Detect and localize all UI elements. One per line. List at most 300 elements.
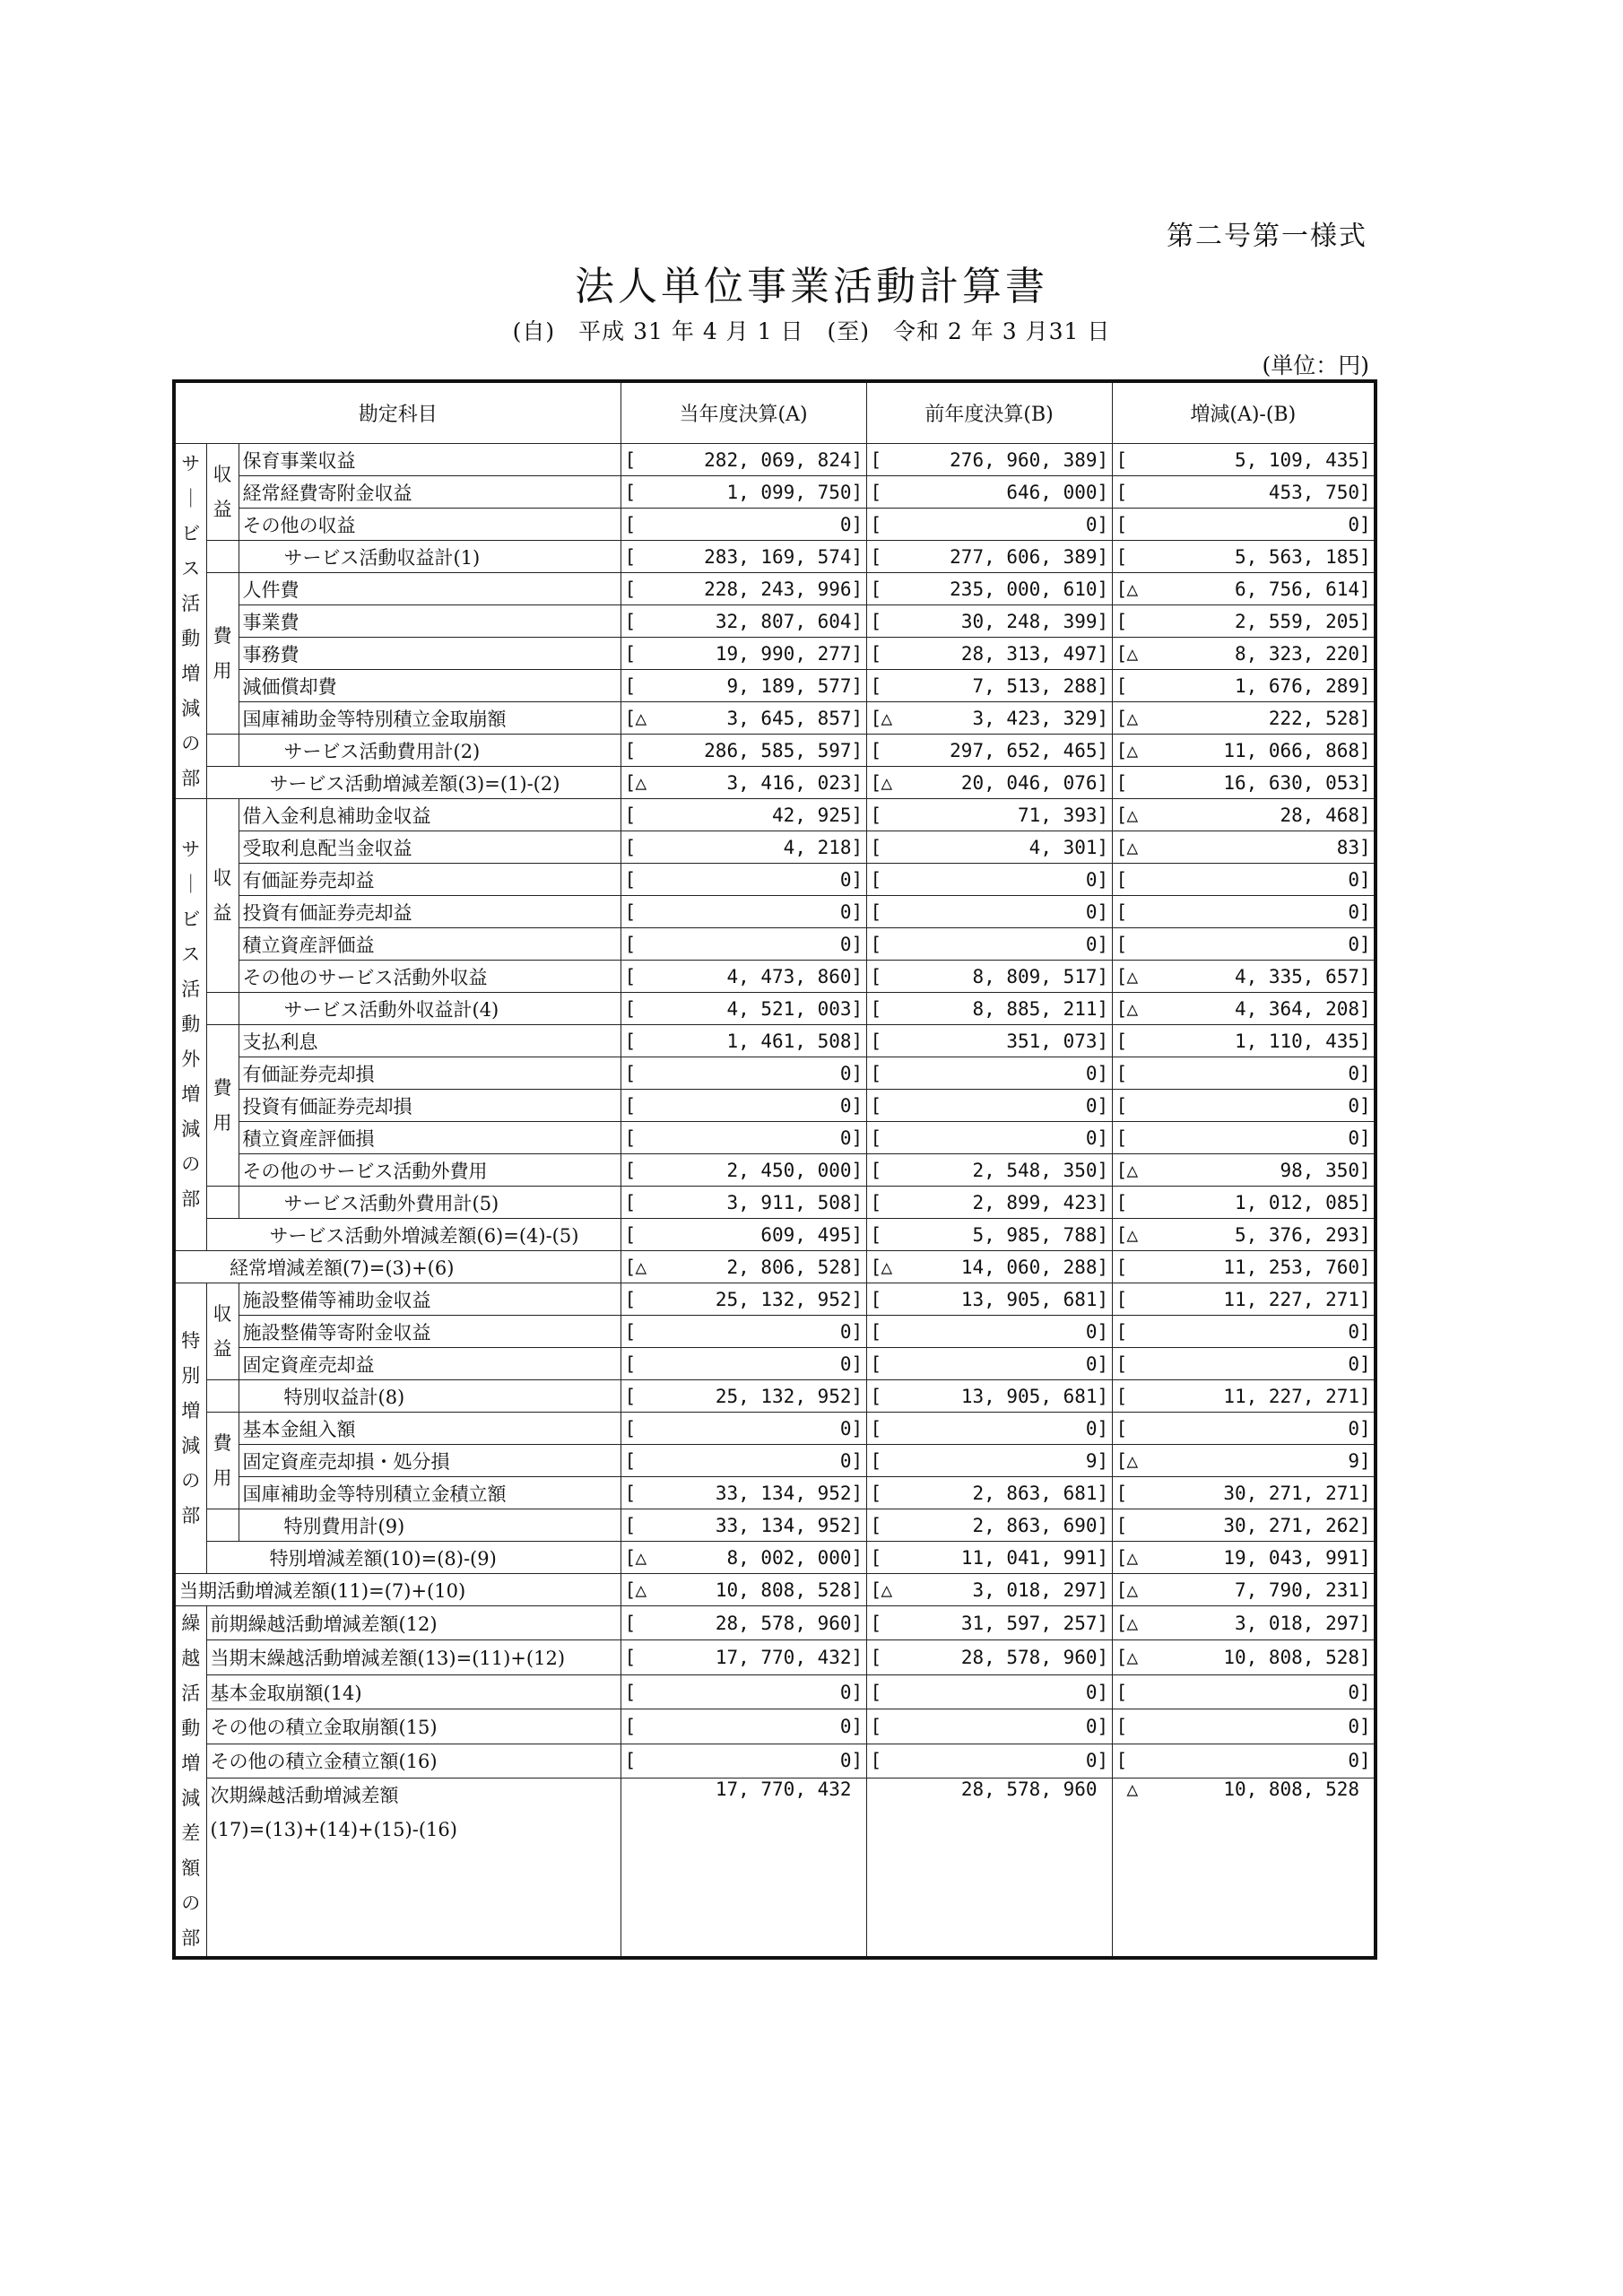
diff-value: [ 0 ] xyxy=(1112,509,1376,541)
previous-value: [ 0 ] xyxy=(866,928,1112,961)
diff-value: [ 16, 630, 053 ] xyxy=(1112,767,1376,799)
amount: 277, 606, 389 xyxy=(950,545,1098,568)
current-value: [ 4, 521, 003 ] xyxy=(621,993,866,1025)
amount: 4, 521, 003 xyxy=(726,997,852,1020)
current-value: [ 0 ] xyxy=(621,1674,866,1709)
previous-value: [ 235, 000, 610 ] xyxy=(866,573,1112,605)
amount: 0 xyxy=(839,933,852,955)
amount: 609, 495 xyxy=(760,1223,852,1246)
amount: 7, 513, 288 xyxy=(972,674,1098,697)
current-value: [ 0 ] xyxy=(621,1090,866,1122)
previous-value: [ 0 ] xyxy=(866,1122,1112,1154)
amount: 0 xyxy=(1348,1681,1360,1703)
current-value: [ 283, 169, 574 ] xyxy=(621,541,866,573)
negative-mark: △ xyxy=(635,771,647,794)
item-label: 借入金利息補助金収益 xyxy=(239,799,621,831)
amount: 1, 012, 085 xyxy=(1234,1191,1360,1213)
table-row xyxy=(174,1606,1376,1640)
diff-value: [ △ 8, 323, 220 ] xyxy=(1112,638,1376,670)
item-label: その他のサービス活動外費用 xyxy=(239,1154,621,1187)
amount: 0 xyxy=(1348,1716,1360,1738)
previous-value: [ 13, 905, 681 ] xyxy=(866,1380,1112,1413)
item-label xyxy=(206,1779,621,1958)
amount: 20, 046, 076 xyxy=(960,771,1098,794)
current-value: [ 1, 099, 750 ] xyxy=(621,476,866,509)
item-label: その他の収益 xyxy=(239,509,621,541)
current-value: [ 228, 243, 996 ] xyxy=(621,573,866,605)
diff-value: [ △ 222, 528 ] xyxy=(1112,702,1376,735)
diff-value: [ 0 ] xyxy=(1112,1674,1376,1709)
amount: 0 xyxy=(839,1716,852,1738)
negative-mark: △ xyxy=(881,1578,893,1601)
item-label: 固定資産売却益 xyxy=(239,1348,621,1380)
table-row xyxy=(174,1025,1376,1057)
item-label: 経常経費寄附金収益 xyxy=(239,476,621,509)
diff-value: [ 11, 227, 271 ] xyxy=(1112,1283,1376,1316)
col-header-current: 当年度決算(A) xyxy=(621,381,866,444)
diff-value: [ △ 6, 756, 614 ] xyxy=(1112,573,1376,605)
current-value: [ 286, 585, 597 ] xyxy=(621,735,866,767)
amount: 0 xyxy=(839,1449,852,1472)
table-row xyxy=(174,864,1376,896)
previous-value: [ 28, 578, 960 ] xyxy=(866,1640,1112,1674)
previous-value: [ 4, 301 ] xyxy=(866,831,1112,864)
amount: 10, 808, 528 xyxy=(1223,1779,1360,1801)
table-row xyxy=(174,670,1376,702)
previous-value: [ 2, 863, 681 ] xyxy=(866,1477,1112,1509)
amount: 98, 350 xyxy=(1280,1159,1360,1181)
item-label: 有価証券売却益 xyxy=(239,864,621,896)
table-row xyxy=(174,993,1376,1025)
negative-mark: △ xyxy=(1126,1449,1139,1472)
amount: 276, 960, 389 xyxy=(950,448,1098,471)
amount: 9 xyxy=(1348,1449,1360,1472)
item-label: 保育事業収益 xyxy=(239,444,621,476)
amount: 282, 069, 824 xyxy=(704,448,852,471)
table-row xyxy=(174,1283,1376,1316)
section-label: 費 用 xyxy=(206,1025,239,1187)
amount: 0 xyxy=(839,1094,852,1117)
previous-value xyxy=(866,1779,1112,1958)
current-value: [ 0 ] xyxy=(621,1316,866,1348)
amount: 228, 243, 996 xyxy=(704,578,852,600)
diff-value: [ △ 11, 066, 868 ] xyxy=(1112,735,1376,767)
table-row xyxy=(174,605,1376,638)
current-value: [ 0 ] xyxy=(621,1744,866,1778)
amount: 0 xyxy=(839,513,852,535)
table-row xyxy=(174,735,1376,767)
negative-mark: △ xyxy=(635,1256,647,1278)
section-label: サ ｜ ビ ス 活 動 増 減 の 部 xyxy=(174,444,206,799)
diff-value: [ △ 4, 364, 208 ] xyxy=(1112,993,1376,1025)
previous-value: [ 5, 985, 788 ] xyxy=(866,1219,1112,1251)
previous-value: [ 0 ] xyxy=(866,1744,1112,1778)
item-label: 固定資産売却損・処分損 xyxy=(239,1445,621,1477)
amount: 10, 808, 528 xyxy=(1223,1647,1360,1669)
item-label: 受取利息配当金収益 xyxy=(239,831,621,864)
table-row xyxy=(174,638,1376,670)
previous-value: [ 276, 960, 389 ] xyxy=(866,444,1112,476)
amount: 4, 301 xyxy=(1028,836,1098,858)
diff-value: [ 1, 676, 289 ] xyxy=(1112,670,1376,702)
amount: 7, 790, 231 xyxy=(1234,1578,1360,1601)
amount: 0 xyxy=(1348,1320,1360,1343)
amount: 11, 227, 271 xyxy=(1223,1288,1360,1310)
table-row xyxy=(174,1574,1376,1606)
amount: 8, 323, 220 xyxy=(1234,642,1360,665)
amount: 222, 528 xyxy=(1268,707,1360,729)
current-value: [ 0 ] xyxy=(621,1122,866,1154)
negative-mark: △ xyxy=(1126,997,1139,1020)
diff-value: [ △ 7, 790, 231 ] xyxy=(1112,1574,1376,1606)
current-value: [ 0 ] xyxy=(621,896,866,928)
item-label: その他の積立金取崩額(15) xyxy=(206,1709,621,1744)
negative-mark: △ xyxy=(1126,1779,1139,1801)
previous-value: [ 0 ] xyxy=(866,509,1112,541)
final-label-1: 次期繰越活動増減差額 xyxy=(210,1785,399,1807)
negative-mark: △ xyxy=(1126,836,1139,858)
current-value xyxy=(621,1779,866,1958)
amount: 0 xyxy=(1348,1352,1360,1375)
amount: 1, 099, 750 xyxy=(726,481,852,503)
amount: 9, 189, 577 xyxy=(726,674,852,697)
current-value: [ 2, 450, 000 ] xyxy=(621,1154,866,1187)
unit-label: (単位：円) xyxy=(1262,352,1369,378)
amount: 2, 806, 528 xyxy=(726,1256,852,1278)
previous-value: [ 8, 809, 517 ] xyxy=(866,961,1112,993)
item-label: 特別収益計(8) xyxy=(239,1380,621,1413)
current-value: [ 609, 495 ] xyxy=(621,1219,866,1251)
amount: 3, 645, 857 xyxy=(726,707,852,729)
diff-value: [ 0 ] xyxy=(1112,1709,1376,1744)
amount: 28, 578, 960 xyxy=(715,1612,852,1634)
amount: 0 xyxy=(1085,1352,1098,1375)
amount: 13, 905, 681 xyxy=(960,1288,1098,1310)
section-label: 収 益 xyxy=(206,444,239,541)
header-row xyxy=(174,381,1376,444)
previous-value: [ 0 ] xyxy=(866,1090,1112,1122)
amount: 42, 925 xyxy=(772,804,852,826)
amount: 0 xyxy=(1348,868,1360,891)
diff-value: [ △ 19, 043, 991 ] xyxy=(1112,1542,1376,1574)
amount: 235, 000, 610 xyxy=(950,578,1098,600)
table-row xyxy=(174,1316,1376,1348)
previous-value: [ 0 ] xyxy=(866,896,1112,928)
previous-value: [ 0 ] xyxy=(866,1413,1112,1445)
item-label: 施設整備等補助金収益 xyxy=(239,1283,621,1316)
item-label: 国庫補助金等特別積立金積立額 xyxy=(239,1477,621,1509)
amount: 4, 218 xyxy=(783,836,852,858)
previous-value: [ 351, 073 ] xyxy=(866,1025,1112,1057)
current-value: [ 0 ] xyxy=(621,509,866,541)
section-label: サ ｜ ビ ス 活 動 外 増 減 の 部 xyxy=(174,799,206,1251)
amount: 25, 132, 952 xyxy=(715,1288,852,1310)
previous-value: [ 2, 899, 423 ] xyxy=(866,1187,1112,1219)
previous-value: [ 71, 393 ] xyxy=(866,799,1112,831)
negative-mark: △ xyxy=(635,1578,647,1601)
item-label: 投資有価証券売却損 xyxy=(239,1090,621,1122)
amount: 19, 990, 277 xyxy=(715,642,852,665)
current-value: [ 0 ] xyxy=(621,1413,866,1445)
negative-mark: △ xyxy=(1126,1159,1139,1181)
table-row xyxy=(174,1744,1376,1778)
amount: 19, 043, 991 xyxy=(1223,1546,1360,1569)
amount: 71, 393 xyxy=(1018,804,1098,826)
table-row xyxy=(174,509,1376,541)
amount: 0 xyxy=(1085,1716,1098,1738)
previous-value: [ 0 ] xyxy=(866,1348,1112,1380)
table-row xyxy=(174,476,1376,509)
amount: 351, 073 xyxy=(1006,1030,1098,1052)
diff-value: [ 0 ] xyxy=(1112,1413,1376,1445)
amount: 0 xyxy=(1348,900,1360,923)
activity-statement-table xyxy=(172,379,1377,1960)
item-label: その他の積立金積立額(16) xyxy=(206,1744,621,1778)
negative-mark: △ xyxy=(881,771,893,794)
item-label: 積立資産評価損 xyxy=(239,1122,621,1154)
amount: 6, 756, 614 xyxy=(1234,578,1360,600)
section-label: 費 用 xyxy=(206,1413,239,1509)
diff-value: [ 0 ] xyxy=(1112,864,1376,896)
amount: 30, 271, 271 xyxy=(1223,1482,1360,1504)
table-row-final xyxy=(174,1779,1376,1958)
amount: 32, 807, 604 xyxy=(715,610,852,632)
item-label: サービス活動外費用計(5) xyxy=(239,1187,621,1219)
amount: 0 xyxy=(1085,513,1098,535)
previous-value: [ 0 ] xyxy=(866,1674,1112,1709)
amount: 0 xyxy=(1085,868,1098,891)
section-label: 費 用 xyxy=(206,573,239,735)
form-number: 第二号第一様式 xyxy=(1167,221,1367,252)
previous-value: [ 9 ] xyxy=(866,1445,1112,1477)
table-row xyxy=(174,1542,1376,1574)
amount: 0 xyxy=(1085,1320,1098,1343)
amount: 28, 578, 960 xyxy=(960,1647,1098,1669)
current-value: [ 25, 132, 952 ] xyxy=(621,1380,866,1413)
previous-value: [ △ 3, 018, 297 ] xyxy=(866,1574,1112,1606)
negative-mark: △ xyxy=(1126,804,1139,826)
amount: 8, 809, 517 xyxy=(972,965,1098,987)
amount: 0 xyxy=(1085,933,1098,955)
item-label: 国庫補助金等特別積立金取崩額 xyxy=(239,702,621,735)
item-label: 減価償却費 xyxy=(239,670,621,702)
amount: 0 xyxy=(1085,1062,1098,1084)
diff-value: [ 30, 271, 271 ] xyxy=(1112,1477,1376,1509)
amount: 3, 416, 023 xyxy=(726,771,852,794)
col-header-diff: 増減(A)-(B) xyxy=(1112,381,1376,444)
current-value: [ 1, 461, 508 ] xyxy=(621,1025,866,1057)
previous-value: [ 297, 652, 465 ] xyxy=(866,735,1112,767)
amount: 0 xyxy=(1348,1126,1360,1149)
item-label: 人件費 xyxy=(239,573,621,605)
negative-mark: △ xyxy=(1126,965,1139,987)
table-row xyxy=(174,1674,1376,1709)
current-value: [ △ 10, 808, 528 ] xyxy=(621,1574,866,1606)
diff-value xyxy=(1112,1779,1376,1958)
item-label: 有価証券売却損 xyxy=(239,1057,621,1090)
diff-value: [ 0 ] xyxy=(1112,1316,1376,1348)
current-value: [ 33, 134, 952 ] xyxy=(621,1509,866,1542)
diff-value: [ △ 9 ] xyxy=(1112,1445,1376,1477)
previous-value: [ 0 ] xyxy=(866,1316,1112,1348)
table-row xyxy=(174,444,1376,476)
diff-value: [ △ 4, 335, 657 ] xyxy=(1112,961,1376,993)
amount: 28, 578, 960 xyxy=(960,1779,1098,1801)
current-value: [ 25, 132, 952 ] xyxy=(621,1283,866,1316)
diff-value: [ 1, 110, 435 ] xyxy=(1112,1025,1376,1057)
current-value: [ 17, 770, 432 ] xyxy=(621,1640,866,1674)
current-value: [ 0 ] xyxy=(621,1709,866,1744)
diff-value: [ 0 ] xyxy=(1112,1057,1376,1090)
current-value: [ 0 ] xyxy=(621,864,866,896)
item-label: サービス活動費用計(2) xyxy=(239,735,621,767)
amount: 17, 770, 432 xyxy=(715,1779,852,1801)
previous-value: [ 2, 548, 350 ] xyxy=(866,1154,1112,1187)
table-row xyxy=(174,1057,1376,1090)
table-row xyxy=(174,1709,1376,1744)
item-label: 支払利息 xyxy=(239,1025,621,1057)
amount: 0 xyxy=(839,1320,852,1343)
item-label: サービス活動収益計(1) xyxy=(239,541,621,573)
current-value: [ 9, 189, 577 ] xyxy=(621,670,866,702)
blank-cell xyxy=(206,1509,239,1542)
current-value: [ 19, 990, 277 ] xyxy=(621,638,866,670)
amount: 11, 066, 868 xyxy=(1223,739,1360,761)
current-value: [ 33, 134, 952 ] xyxy=(621,1477,866,1509)
amount: 0 xyxy=(1348,933,1360,955)
negative-mark: △ xyxy=(1126,1223,1139,1246)
amount: 30, 271, 262 xyxy=(1223,1514,1360,1536)
amount: 0 xyxy=(839,1681,852,1703)
diff-value: [ 0 ] xyxy=(1112,896,1376,928)
amount: 0 xyxy=(1348,1062,1360,1084)
amount: 2, 450, 000 xyxy=(726,1159,852,1181)
amount: 2, 863, 690 xyxy=(972,1514,1098,1536)
amount: 0 xyxy=(1348,1094,1360,1117)
table-row xyxy=(174,961,1376,993)
amount: 286, 585, 597 xyxy=(704,739,852,761)
diff-value: [ △ 83 ] xyxy=(1112,831,1376,864)
table-row xyxy=(174,896,1376,928)
negative-mark: △ xyxy=(881,1256,893,1278)
amount: 0 xyxy=(1085,1094,1098,1117)
table-row xyxy=(174,1380,1376,1413)
blank-cell xyxy=(206,1380,239,1413)
previous-value: [ △ 20, 046, 076 ] xyxy=(866,767,1112,799)
amount: 28, 313, 497 xyxy=(960,642,1098,665)
amount: 11, 041, 991 xyxy=(960,1546,1098,1569)
item-label: 事業費 xyxy=(239,605,621,638)
table-row xyxy=(174,928,1376,961)
previous-value: [ △ 14, 060, 288 ] xyxy=(866,1251,1112,1283)
amount: 0 xyxy=(839,1352,852,1375)
amount: 8, 002, 000 xyxy=(726,1546,852,1569)
item-label: 経常増減差額(7)=(3)+(6) xyxy=(174,1251,621,1283)
amount: 5, 985, 788 xyxy=(972,1223,1098,1246)
amount: 0 xyxy=(1085,1681,1098,1703)
amount: 0 xyxy=(839,1126,852,1149)
diff-value: [ △ 10, 808, 528 ] xyxy=(1112,1640,1376,1674)
amount: 2, 548, 350 xyxy=(972,1159,1098,1181)
amount: 9 xyxy=(1085,1449,1098,1472)
amount: 25, 132, 952 xyxy=(715,1385,852,1407)
amount: 1, 676, 289 xyxy=(1234,674,1360,697)
amount: 4, 473, 860 xyxy=(726,965,852,987)
section-label: 収 益 xyxy=(206,799,239,993)
diff-value: [ 11, 227, 271 ] xyxy=(1112,1380,1376,1413)
table-row xyxy=(174,1509,1376,1542)
table-row xyxy=(174,541,1376,573)
section-label: 繰 越 活 動 増 減 差 額 の 部 xyxy=(174,1606,206,1959)
amount: 2, 863, 681 xyxy=(972,1482,1098,1504)
amount: 5, 563, 185 xyxy=(1234,545,1360,568)
amount: 31, 597, 257 xyxy=(960,1612,1098,1634)
amount: 33, 134, 952 xyxy=(715,1514,852,1536)
amount: 1, 110, 435 xyxy=(1234,1030,1360,1052)
table-row xyxy=(174,1219,1376,1251)
amount: 0 xyxy=(1348,1750,1360,1772)
item-label: サービス活動外収益計(4) xyxy=(239,993,621,1025)
diff-value: [ 30, 271, 262 ] xyxy=(1112,1509,1376,1542)
item-label: 事務費 xyxy=(239,638,621,670)
current-value: [ 4, 473, 860 ] xyxy=(621,961,866,993)
amount: 2, 559, 205 xyxy=(1234,610,1360,632)
table-row xyxy=(174,1187,1376,1219)
current-value: [ 28, 578, 960 ] xyxy=(621,1606,866,1640)
previous-value: [ 8, 885, 211 ] xyxy=(866,993,1112,1025)
current-value: [ △ 2, 806, 528 ] xyxy=(621,1251,866,1283)
item-label: サービス活動増減差額(3)=(1)-(2) xyxy=(206,767,621,799)
table-row xyxy=(174,1154,1376,1187)
amount: 3, 018, 297 xyxy=(1234,1612,1360,1634)
current-value: [ 282, 069, 824 ] xyxy=(621,444,866,476)
amount: 10, 808, 528 xyxy=(715,1578,852,1601)
amount: 8, 885, 211 xyxy=(972,997,1098,1020)
negative-mark: △ xyxy=(635,1546,647,1569)
amount: 297, 652, 465 xyxy=(950,739,1098,761)
negative-mark: △ xyxy=(1126,707,1139,729)
previous-value: [ 30, 248, 399 ] xyxy=(866,605,1112,638)
previous-value: [ △ 3, 423, 329 ] xyxy=(866,702,1112,735)
diff-value: [ 5, 109, 435 ] xyxy=(1112,444,1376,476)
fiscal-period: (自) 平成 31 年 4 月 1 日 (至) 令和 2 年 3 月31 日 xyxy=(512,318,1111,344)
amount: 453, 750 xyxy=(1268,481,1360,503)
negative-mark: △ xyxy=(1126,739,1139,761)
previous-value: [ 7, 513, 288 ] xyxy=(866,670,1112,702)
amount: 14, 060, 288 xyxy=(960,1256,1098,1278)
diff-value: [ △ 28, 468 ] xyxy=(1112,799,1376,831)
amount: 11, 227, 271 xyxy=(1223,1385,1360,1407)
negative-mark: △ xyxy=(1126,642,1139,665)
amount: 1, 461, 508 xyxy=(726,1030,852,1052)
amount: 0 xyxy=(839,1062,852,1084)
blank-cell xyxy=(206,735,239,767)
previous-value: [ 13, 905, 681 ] xyxy=(866,1283,1112,1316)
table-row xyxy=(174,1090,1376,1122)
amount: 30, 248, 399 xyxy=(960,610,1098,632)
amount: 3, 911, 508 xyxy=(726,1191,852,1213)
amount: 33, 134, 952 xyxy=(715,1482,852,1504)
col-header-item: 勘定科目 xyxy=(174,381,621,444)
negative-mark: △ xyxy=(1126,1612,1139,1634)
negative-mark: △ xyxy=(881,707,893,729)
item-label: その他のサービス活動外収益 xyxy=(239,961,621,993)
negative-mark: △ xyxy=(1126,1546,1139,1569)
amount: 283, 169, 574 xyxy=(704,545,852,568)
diff-value: [ △ 98, 350 ] xyxy=(1112,1154,1376,1187)
diff-value: [ △ 3, 018, 297 ] xyxy=(1112,1606,1376,1640)
amount: 4, 364, 208 xyxy=(1234,997,1360,1020)
